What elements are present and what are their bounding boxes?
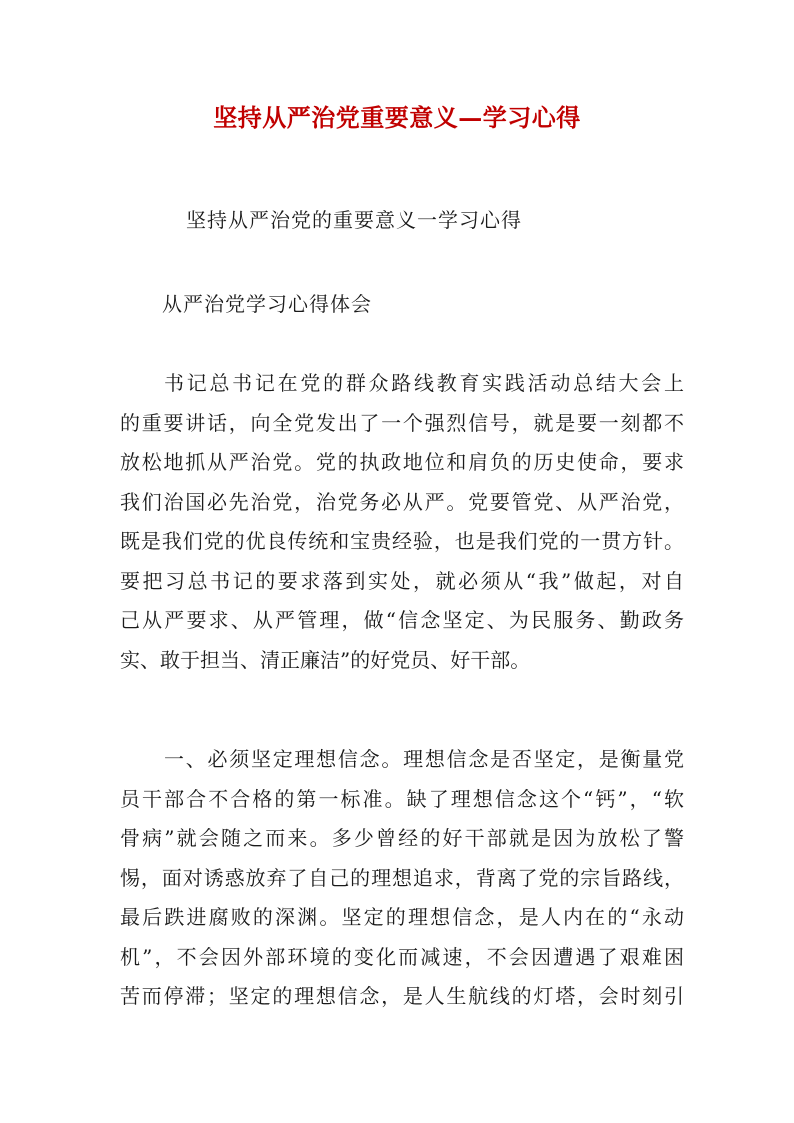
paragraph-line: 既是我们党的优良传统和宝贵经验，也是我们党的一贯方针。 bbox=[120, 529, 684, 553]
paragraph-2 bbox=[120, 740, 684, 1017]
paragraph-line: 放松地抓从严治党。党的执政地位和肩负的历史使命，要求 bbox=[120, 450, 684, 474]
paragraph-line: 一、必须坚定理想信念。理想信念是否坚定，是衡量党 bbox=[164, 747, 684, 771]
paragraph-line: 最后跌进腐败的深渊。坚定的理想信念，是人内在的“永动 bbox=[120, 905, 684, 929]
paragraph-line: 骨病”就会随之而来。多少曾经的好干部就是因为放松了警 bbox=[120, 826, 684, 850]
document-subheading: 从严治党学习心得体会 bbox=[162, 292, 372, 316]
paragraph-line: 机”，不会因外部环境的变化而减速，不会因遭遇了艰难困 bbox=[120, 944, 684, 969]
paragraph-line: 要把习总书记的要求落到实处，就必须从“我”做起，对自 bbox=[120, 568, 684, 593]
paragraph-line: 我们治国必先治党，治党务必从严。党要管党、从严治党， bbox=[120, 489, 684, 514]
document-subtitle: 坚持从严治党的重要意义一学习心得 bbox=[186, 208, 522, 232]
paragraph-line: 书记总书记在党的群众路线教育实践活动总结大会上 bbox=[164, 371, 684, 395]
paragraph-line: 的重要讲话，向全党发出了一个强烈信号，就是要一刻都不 bbox=[120, 410, 684, 435]
paragraph-line: 苦而停滞；坚定的理想信念，是人生航线的灯塔，会时刻引 bbox=[120, 984, 684, 1008]
document-title: 坚持从严治党重要意义—学习心得 bbox=[213, 103, 581, 132]
paragraph-1 bbox=[120, 364, 684, 680]
paragraph-line: 员干部合不合格的第一标准。缺了理想信念这个“钙”，“软 bbox=[120, 786, 684, 811]
paragraph-line: 惕，面对诱惑放弃了自己的理想追求，背离了党的宗旨路线， bbox=[120, 865, 684, 890]
paragraph-line: 实、敢于担当、清正廉洁”的好党员、好干部。 bbox=[120, 647, 531, 672]
paragraph-line: 己从严要求、从严管理，做“信念坚定、为民服务、勤政务 bbox=[120, 608, 684, 632]
